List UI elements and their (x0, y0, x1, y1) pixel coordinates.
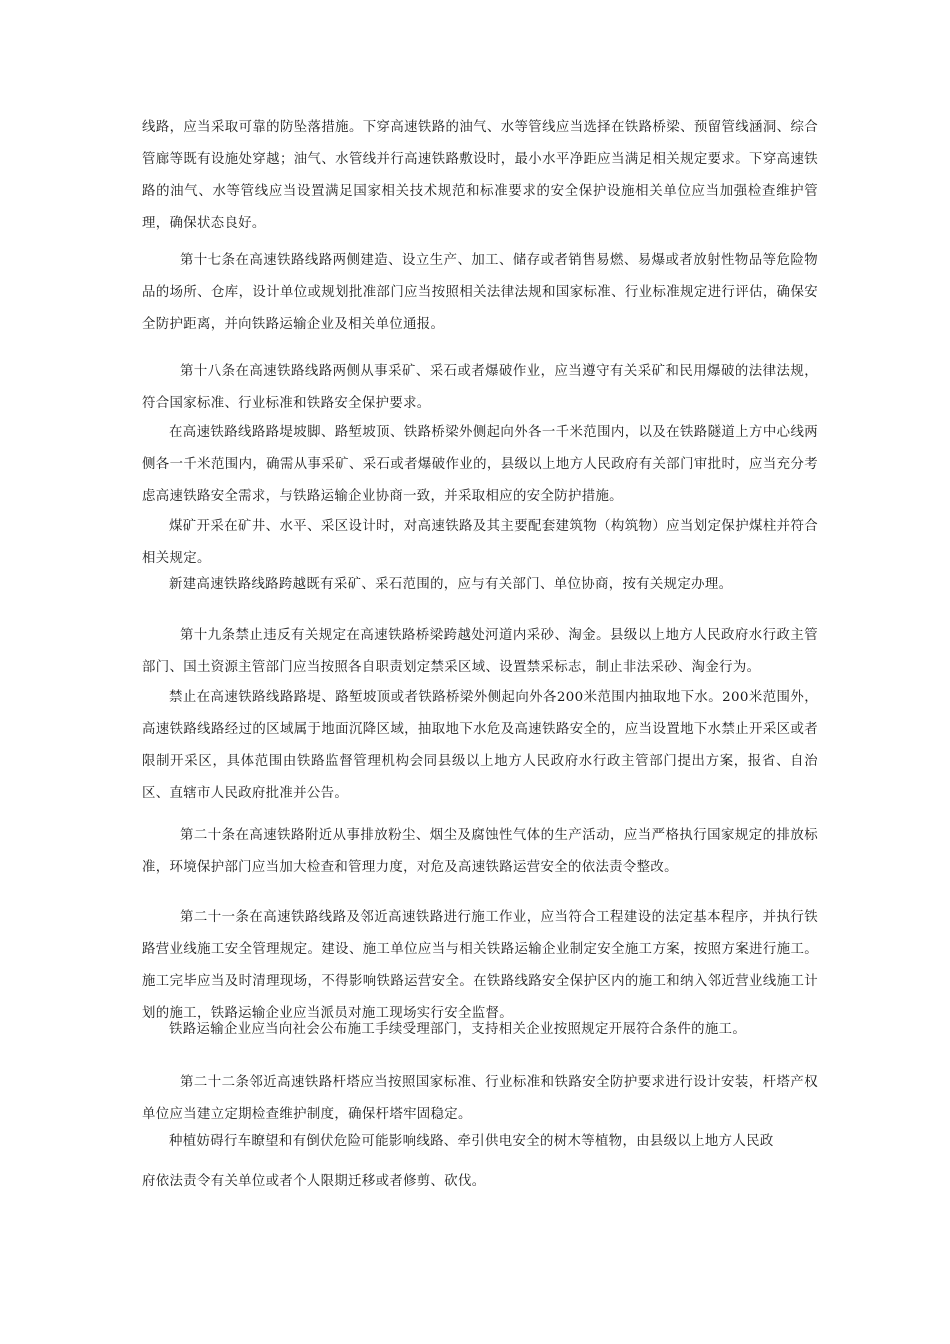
paragraph-article-20: 第二十条在高速铁路附近从事排放粉尘、烟尘及腐蚀性气体的生产活动，应当严格执行国家规定的排放标准，环境保护部门应当加大检查和管理力度，对危及高速铁路运营安全的依法责令整改。 (142, 828, 818, 875)
paragraph-article-19-groundwater: 禁止在高速铁路线路路堤、路堑坡顶或者铁路桥梁外侧起向外各200米范围内抽取地下水。200米范围外，高速铁路线路经过的区域属于地面沉降区域，抽取地下水危及高速铁路安全的，应当设置地下水禁止开采区或者限制开采区，具体范围由铁路监督管理机构会同县级以上地方人民政府水行政主管部门提出方案，报省、自治区、直辖市人民政府批准并公告。 (142, 690, 818, 801)
paragraph-article-21-permits: 铁路运输企业应当向社会公布施工手续受理部门，支持相关企业按照规定开展符合条件的施工。 (169, 1022, 747, 1037)
paragraph-article-18: 第十八条在高速铁路线路两侧从事采矿、采石或者爆破作业，应当遵守有关采矿和民用爆破的法律法规，符合国家标准、行业标准和铁路安全保护要求。 (142, 364, 818, 411)
paragraph-continued-pipeline: 线路，应当采取可靠的防坠落措施。下穿高速铁路的油气、水等管线应当选择在铁路桥梁、预留管线涵洞、综合管廊等既有设施处穿越；油气、水管线并行高速铁路敷设时，最小水平净距应当满足相关规定要求。下穿高速铁路的油气、水等管线应当设置满足国家相关技术规范和标准要求的安全保护设施相关单位应当加强检查维护管理，确保状态良好。 (142, 120, 818, 231)
paragraph-article-22-trees-end: 府依法责令有关单位或者个人限期迁移或者修剪、砍伐。 (142, 1174, 486, 1189)
paragraph-article-21: 第二十一条在高速铁路线路及邻近高速铁路进行施工作业，应当符合工程建设的法定基本程序，并执行铁路营业线施工安全管理规定。建设、施工单位应当与相关铁路运输企业制定安全施工方案，按照方案进行施工。施工完毕应当及时清理现场，不得影响铁路运营安全。在铁路线路安全保护区内的施工和纳入邻近营业线施工计划的施工，铁路运输企业应当派员对施工现场实行安全监督。 (142, 910, 818, 1021)
paragraph-article-18-coal: 煤矿开采在矿井、水平、采区设计时，对高速铁路及其主要配套建筑物（构筑物）应当划定保护煤柱并符合相关规定。 (142, 519, 818, 566)
paragraph-article-18-new-line: 新建高速铁路线路跨越既有采矿、采石范围的，应与有关部门、单位协商，按有关规定办理。 (169, 577, 733, 592)
paragraph-article-22: 第二十二条邻近高速铁路杆塔应当按照国家标准、行业标准和铁路安全防护要求进行设计安装，杆塔产权单位应当建立定期检查维护制度，确保杆塔牢固稳定。 (142, 1075, 818, 1122)
paragraph-article-17: 第十七条在高速铁路线路两侧建造、设立生产、加工、储存或者销售易燃、易爆或者放射性物品等危险物品的场所、仓库，设计单位或规划批准部门应当按照相关法律法规和国家标准、行业标准规定进行评估，确保安全防护距离，并向铁路运输企业及相关单位通报。 (142, 253, 818, 332)
paragraph-article-22-trees: 种植妨碍行车瞭望和有倒伏危险可能影响线路、牵引供电安全的树木等植物，由县级以上地方人民政 (169, 1134, 774, 1149)
paragraph-article-19: 第十九条禁止违反有关规定在高速铁路桥梁跨越处河道内采砂、淘金。县级以上地方人民政府水行政主管部门、国土资源主管部门应当按照各自职责划定禁采区域、设置禁采标志，制止非法采砂、淘金行为。 (142, 628, 818, 675)
paragraph-article-18-blasting: 在高速铁路线路路堤坡脚、路堑坡顶、铁路桥梁外侧起向外各一千米范围内，以及在铁路隧道上方中心线两侧各一千米范围内，确需从事采矿、采石或者爆破作业的，县级以上地方人民政府有关部门审批时，应当充分考虑高速铁路安全需求，与铁路运输企业协商一致，并采取相应的安全防护措施。 (142, 425, 818, 504)
